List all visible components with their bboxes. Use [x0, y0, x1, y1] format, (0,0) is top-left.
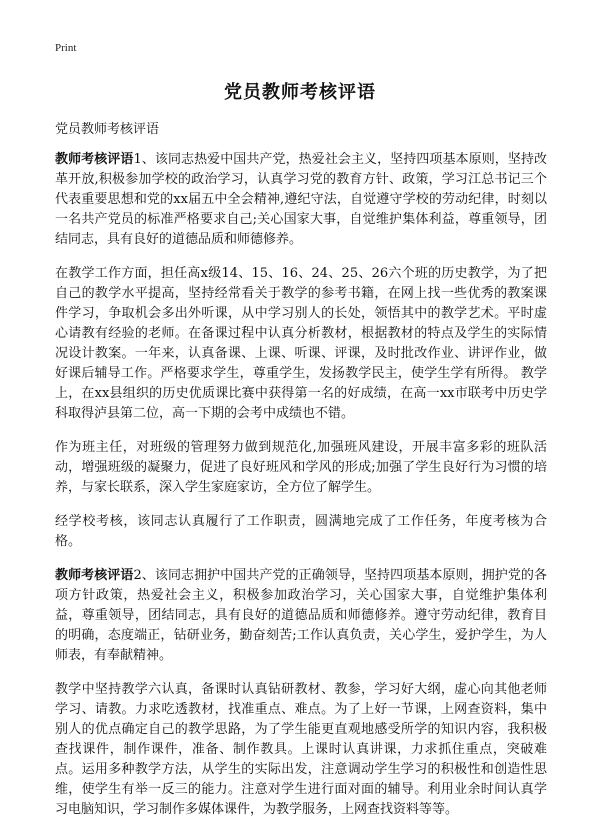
document-title: 党员教师考核评语 — [224, 82, 376, 103]
paragraph-text: 教学中坚持教学六认真，备课时认真钻研教材、教参，学习好大纲，虚心向其他老师学习、请教。力求吃透教材，找准重点、难点。为了上好一节课，上网查资料，集中别人的优点确定自己的教学思路，为了学生能更直观地感受所学的知识内容，我积极查找课件，制作课件，准备、制作教具。上课时认真讲课，力求抓住重点，突破难点。运用多种教学方法，从学生的实际出发，注意调动学生学习的积极性和创造性思维，使学生有举一反三的能力。注意对学生进行面对面的辅导。利用业余时间认真学习电脑知识，学习制作多媒体课件，为教学服务，上网查找资料等等。 — [55, 682, 547, 817]
document-body — [55, 150, 547, 834]
paragraph — [55, 680, 547, 820]
document-subtitle: 党员教师考核评语 — [55, 122, 160, 137]
paragraph — [55, 566, 547, 666]
paragraph-text: 2、该同志拥护中国共产党的正确领导，坚持四项基本原则，拥护党的各项方针政策，热爱社会主义，积极参加政治学习，关心国家大事，自觉维护集体利益，尊重领导，团结同志，具有良好的道德品质和师德修养。遵守劳动纪律，教育目的明确，态度端正，钻研业务，勤奋刻苦;工作认真负责，关心学生，爱护学生，为人师表，有奉献精神。 — [55, 568, 547, 663]
paragraph-text: 在教学工作方面，担任高x级14、15、16、24、25、26六个班的历史教学，为了把自己的教学水平提高，坚持经常看关于教学的参考书籍，在网上找一些优秀的教案课件学习，争取机会多出外听课，从中学习别人的长处，领悟其中的教学艺术。平时虚心请教有经验的老师。在备课过程中认真分析教材，根据教材的特点及学生的实际情况设计教案。一年来，认真备课、上课、听课、评课，及时批改作业、讲评作业，做好课后辅导工作。严格要求学生，尊重学生，发扬教学民主，使学生学有所得。 教学上，在xx县组织的历史优质课比赛中获得第一名的好成绩，在高一xx市联考中历史学科取得泸县第二位，高一下期的会考中成绩也不错。 — [55, 266, 547, 421]
paragraph — [55, 438, 547, 498]
paragraph-lead: 教师考核评语 — [55, 568, 134, 583]
paragraph — [55, 512, 547, 552]
paragraph-text: 1、该同志热爱中国共产党，热爱社会主义，坚持四项基本原则，坚持改革开放,积极参加学校的政治学习，认真学习党的教育方针、政策，学习江总书记三个代表重要思想和党的xx届五中全会精神,遵纪守法，自觉遵守学校的劳动纪律，时刻以一名共产党员的标准严格要求自己;关心国家大事，自觉维护集体利益，尊重领导，团结同志，具有良好的道德品质和师德修养。 — [55, 152, 547, 247]
print-link[interactable]: Print — [55, 42, 77, 54]
paragraph-text: 作为班主任，对班级的管理努力做到规范化,加强班风建设，开展丰富多彩的班队活动，增强班级的凝聚力，促进了良好班风和学风的形成;加强了学生良好行为习惯的培养，与家长联系，深入学生家庭家访，全方位了解学生。 — [55, 440, 547, 495]
paragraph-lead: 教师考核评语 — [55, 152, 134, 167]
paragraph-text: 经学校考核，该同志认真履行了工作职责，圆满地完成了工作任务，年度考核为合格。 — [55, 514, 547, 549]
paragraph — [55, 264, 547, 424]
paragraph — [55, 150, 547, 250]
